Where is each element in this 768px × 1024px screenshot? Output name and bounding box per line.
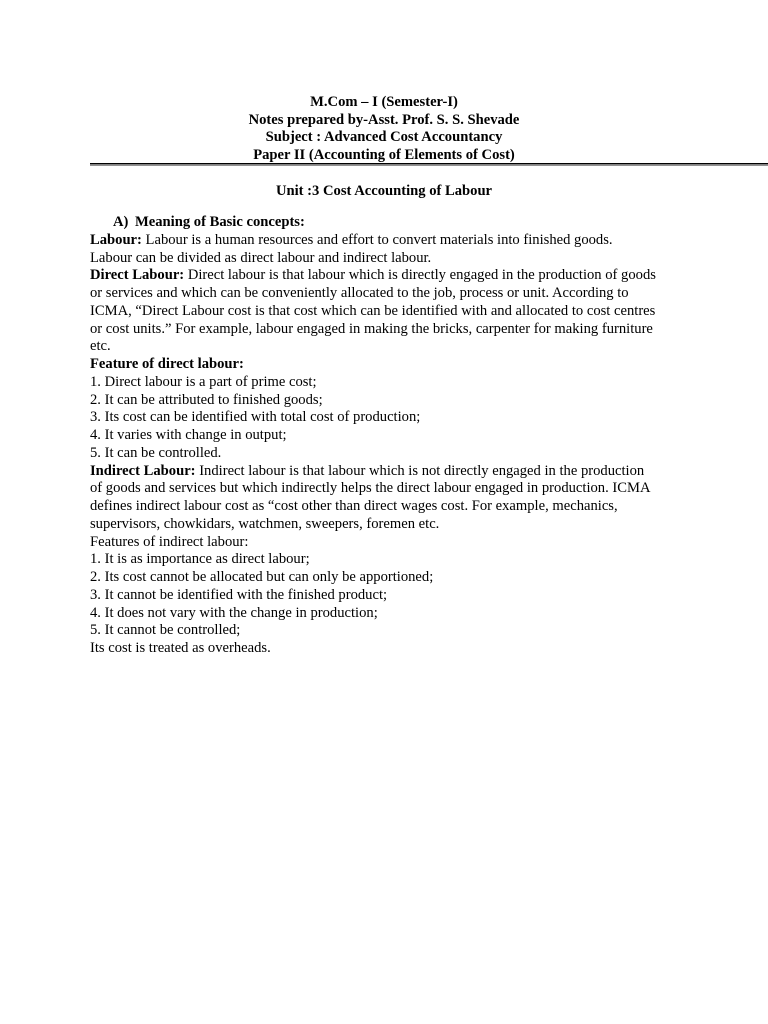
direct-features-heading-text: Feature of direct labour: xyxy=(90,356,244,372)
indirect-labour-text-line: Indirect labour is that labour which is not directly engaged in the production xyxy=(195,462,645,479)
indirect-feature-item: 3. It cannot be identified with the finished product; xyxy=(90,586,388,603)
indirect-feature-item: 1. It is as importance as direct labour; xyxy=(90,551,310,568)
document-body xyxy=(90,214,690,658)
indirect-labour-text-line: of goods and services but which indirectly helps the direct labour engaged in production. ICMA xyxy=(90,480,651,497)
notes-author-line: Notes prepared by-Asst. Prof. S. S. Shevade xyxy=(248,111,520,128)
paper-line: Paper II (Accounting of Elements of Cost) xyxy=(253,146,515,163)
unit-title: Unit :3 Cost Accounting of Labour xyxy=(275,183,493,199)
course-line: M.Com – I (Semester-I) xyxy=(310,94,458,110)
direct-feature-item: 4. It varies with change in output; xyxy=(90,427,287,443)
indirect-feature-item: 4. It does not vary with the change in production; xyxy=(90,604,378,621)
labour-definition xyxy=(90,232,690,250)
direct-feature-item: 2. It can be attributed to finished goods; xyxy=(90,391,323,408)
closing-line: Its cost is treated as overheads. xyxy=(90,640,271,656)
indirect-labour-text-line: supervisors, chowkidars, watchmen, sweepers, foremen etc. xyxy=(90,515,440,532)
indirect-feature-item: 5. It cannot be controlled; xyxy=(90,622,241,639)
labour-text-line: Labour is a human resources and effort to convert materials into finished goods. xyxy=(141,231,613,248)
direct-features-heading xyxy=(90,356,690,374)
direct-labour-text-line: or cost units.” For example, labour engaged in making the bricks, carpenter for making furniture xyxy=(90,320,653,337)
section-title: Meaning of Basic concepts: xyxy=(135,214,305,230)
section-marker: A) xyxy=(113,214,129,230)
indirect-feature-item: 2. Its cost cannot be allocated but can only be apportioned; xyxy=(90,569,434,585)
direct-labour-text-line: etc. xyxy=(90,338,111,355)
direct-feature-item: 5. It can be controlled. xyxy=(90,444,222,461)
direct-labour-definition xyxy=(90,267,690,285)
subject-line: Subject : Advanced Cost Accountancy xyxy=(265,129,503,146)
direct-feature-item: 1. Direct labour is a part of prime cost; xyxy=(90,373,317,390)
direct-labour-text-line: or services and which can be conveniently allocated to the job, process or unit. According to xyxy=(90,285,629,301)
labour-term: Labour: xyxy=(90,231,142,248)
direct-labour-term: Direct Labour: xyxy=(90,267,185,284)
labour-text-line: Labour can be divided as direct labour and indirect labour. xyxy=(90,249,432,266)
indirect-labour-term: Indirect Labour: xyxy=(90,462,196,479)
section-heading xyxy=(90,214,690,232)
header-divider xyxy=(90,163,768,166)
direct-labour-text-line: ICMA, “Direct Labour cost is that cost which can be identified with and allocated to cost centres xyxy=(90,302,656,319)
direct-labour-text-line: Direct labour is that labour which is directly engaged in the production of goods xyxy=(184,267,656,284)
indirect-labour-definition xyxy=(90,463,690,481)
document-header xyxy=(0,94,768,164)
direct-feature-item: 3. Its cost can be identified with total cost of production; xyxy=(90,409,421,426)
indirect-features-heading: Features of indirect labour: xyxy=(90,533,249,550)
indirect-labour-text-line: defines indirect labour cost as “cost other than direct wages cost. For example, mechanics, xyxy=(90,498,618,514)
